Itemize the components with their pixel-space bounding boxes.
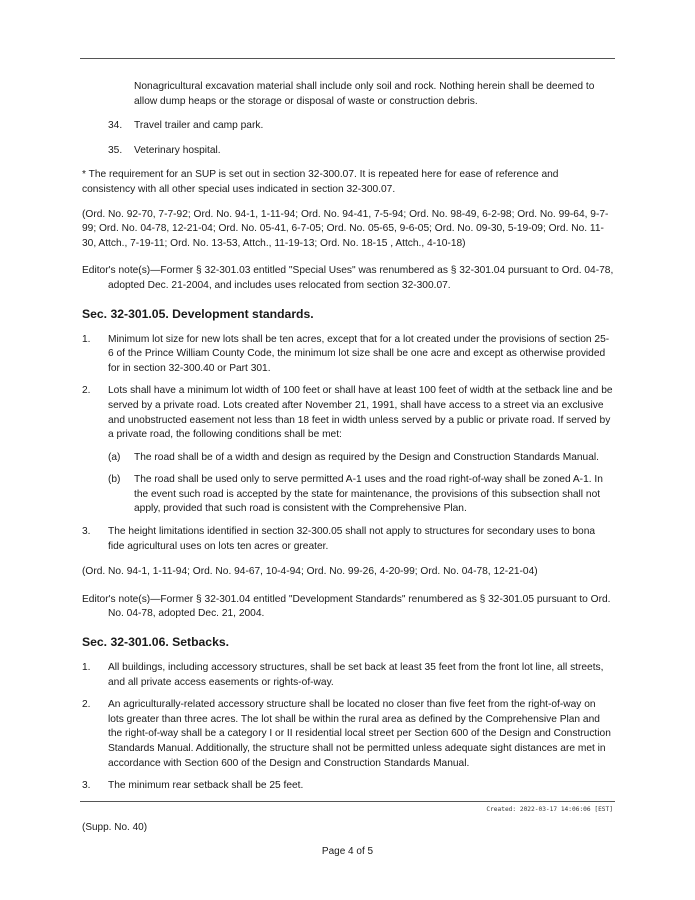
subitem-text: The road shall be of a width and design as required by the Design and Construction Standards Manual. [134,451,599,463]
sub-list-item [82,451,614,466]
section-heading-setbacks: Sec. 32-301.06. Setbacks. [82,635,230,650]
ordinance-history: (Ord. No. 94-1, 1-11-94; Ord. No. 94-67, 10-4-94; Ord. No. 99-26, 4-20-99; Ord. No. 04-78, 12-21-04) [82,566,538,578]
item-number: 2. [82,385,91,397]
section-heading-development-standards: Sec. 32-301.05. Development standards. [82,306,314,321]
supplement-number: (Supp. No. 40) [82,822,148,833]
page-content [82,80,614,802]
footer-rule [80,801,615,802]
item-text: Travel trailer and camp park. [134,120,264,132]
item-number: 34. [108,120,123,132]
item-text: The height limitations identified in section 32-300.05 shall not apply to structures for secondary uses to bona fide agricultural uses on lots ten acres or greater. [108,526,596,552]
item-text: Lots shall have a minimum lot width of 100 feet or shall have at least 100 feet of width at the setback line and be served by a private road. Lots created after November 21, 1991, shall have access to a street via an exclusive and unobstructed easement not less than 18 feet in width unless served by a public or private road. If served by a private road, the following conditions shall be met: [108,385,613,441]
page-number: Page 4 of 5 [321,846,374,857]
ordinance-history: (Ord. No. 92-70, 7-7-92; Ord. No. 94-1, 1-11-94; Ord. No. 94-41, 7-5-94; Ord. No. 98-49, 6-2-98; Ord. No. 99-64, 9-7-99; Ord. No. 04-78, 12-21-04; Ord. No. 05-41, 6-7-05; Ord. No. 05-65, 9-6-05; Ord. No. 09-30, 5-19-09; Ord. No. 11-30, Attch., 7-19-11; Ord. No. 13-53, Attch., 11-19-13; Ord. No. 18-15 , Attch., 4-10-18) [82,208,609,249]
item-text: An agriculturally-related accessory structure shall be located no closer than five feet from the right-of-way on lots greater than three acres. The lot shall be within the rural area as defined by the Comprehensive Plan and the right-of-way shall be a category I or II residential local street per Section 600 of the Design and Construction Standards Manual. Additionally, the structure shall not be permitted unless adequate sight distances are met in accordance with Section 600 of the Design and Construction Standards Manual. [108,699,611,769]
created-timestamp: Created: 2022-03-17 14:06:06 [EST] [486,806,613,813]
list-item [82,144,614,159]
sup-footnote: * The requirement for an SUP is set out in section 32-300.07. It is repeated here for ease of reference and consistency with all other special uses indicated in section 32-300.07. [82,169,559,195]
item-text: All buildings, including accessory structures, shall be set back at least 35 feet from the front lot line, all streets, and all private access easements or rights-of-way. [108,662,604,688]
editors-note: Editor's note(s)—Former § 32-301.04 entitled "Development Standards" renumbered as § 32-301.05 pursuant to Ord. No. 04-78, adopted Dec. 21, 2004. [82,593,611,620]
item-number: 1. [82,333,91,345]
subitem-letter: (b) [108,474,121,486]
header-rule [80,58,615,59]
sub-list-item [82,473,614,517]
item-number: 2. [82,699,91,711]
item-number: 35. [108,144,123,156]
list-item [82,698,614,771]
list-item [82,779,614,794]
item-number: 3. [82,780,91,792]
list-item [82,661,614,690]
list-item [82,119,614,134]
continuation-paragraph: Nonagricultural excavation material shall include only soil and rock. Nothing herein shall be deemed to allow dump heaps or the storage or disposal of waste or construction debris. [134,81,595,107]
list-item [82,525,614,554]
item-text: Veterinary hospital. [134,144,221,156]
editors-note: Editor's note(s)—Former § 32-301.03 entitled "Special Uses" was renumbered as § 32-301.04 pursuant to Ord. 04-78, adopted Dec. 21-2004, and includes uses relocated from section 32-300.07. [82,265,614,291]
list-item [82,333,614,377]
item-text: The minimum rear setback shall be 25 feet. [108,780,304,792]
subitem-letter: (a) [108,451,121,463]
item-number: 1. [82,662,91,674]
subitem-text: The road shall be used only to serve permitted A-1 uses and the road right-of-way shall be zoned A-1. In the event such road is accepted by the state for maintenance, the provisions of this subsection shall not apply, provided that such road is consistent with the Comprehensive Plan. [134,474,603,515]
list-item [82,384,614,442]
item-number: 3. [82,526,91,538]
item-text: Minimum lot size for new lots shall be ten acres, except that for a lot created under the provisions of section 25-6 of the Prince William County Code, the minimum lot size shall be one acre and except as otherwise provided for in section 32-300.40 or Part 301. [108,333,610,374]
